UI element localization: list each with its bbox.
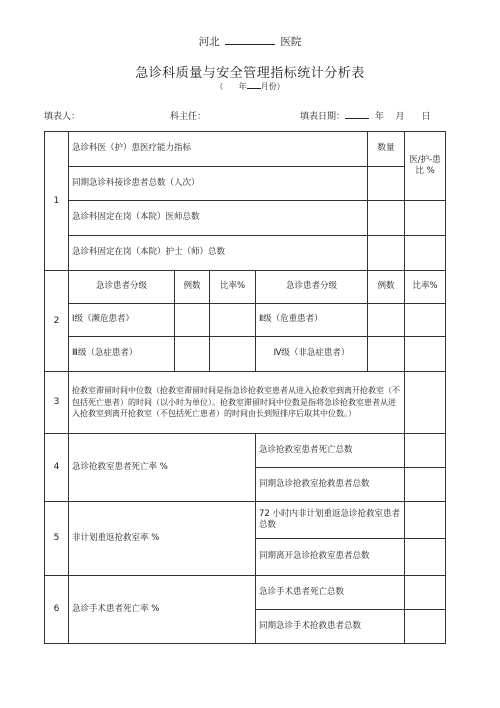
count-header-left: 例数 <box>175 271 210 304</box>
doctors-ratio[interactable] <box>405 201 446 236</box>
rescue-deaths-label: 急诊抢救室患者死亡总数 <box>256 434 405 468</box>
date-year: 年 <box>375 112 385 122</box>
row-number: 4 <box>45 434 69 502</box>
date-label: 填表日期： <box>300 112 346 122</box>
period-month: 月份） <box>260 82 285 91</box>
period-open: （ <box>215 82 224 91</box>
surgery-total-value[interactable] <box>405 610 446 644</box>
leave-total-label: 同期离开急诊抢救室患者总数 <box>256 539 405 576</box>
surgery-total-label: 同期急诊手术抢救患者总数 <box>256 610 405 644</box>
grade3-ratio[interactable] <box>210 337 256 372</box>
median-stay-value[interactable] <box>405 372 446 434</box>
leave-total-value[interactable] <box>405 539 446 576</box>
row-number: 2 <box>45 271 69 372</box>
director-label: 科主任： <box>170 112 207 122</box>
table-row <box>45 132 446 167</box>
statistics-table <box>44 131 446 644</box>
row-number: 6 <box>45 576 69 644</box>
rescue-total-value[interactable] <box>405 468 446 502</box>
table-row <box>45 337 446 372</box>
doctors-value[interactable] <box>368 201 405 236</box>
grade2-label: Ⅱ级（危重患者） <box>256 304 368 337</box>
period-line <box>0 80 500 92</box>
row-number: 3 <box>45 372 69 434</box>
return-rate-label: 非计划重返抢救室率 % <box>69 502 256 576</box>
rescue-deaths-value[interactable] <box>405 434 446 468</box>
period-month-blank[interactable] <box>247 80 261 89</box>
nurses-ratio[interactable] <box>405 236 446 271</box>
grade4-count[interactable] <box>368 337 405 372</box>
ratio-header-right: 比率% <box>405 271 446 304</box>
table-row <box>45 304 446 337</box>
grade3-label: Ⅲ级（急症患者） <box>69 337 175 372</box>
ratio-header: 医/护-患比 % <box>405 132 446 201</box>
rescue-mortality-label: 急诊抢救室患者死亡率 % <box>69 434 256 502</box>
table-row <box>45 201 446 236</box>
date-day: 日 <box>421 112 431 122</box>
grade2-ratio[interactable] <box>405 304 446 337</box>
period-year: 年 <box>238 82 247 91</box>
table-row <box>45 271 446 304</box>
ratio-header-left: 比率% <box>210 271 256 304</box>
grade3-count[interactable] <box>175 337 210 372</box>
hospital-name-line <box>0 34 500 49</box>
table-row <box>45 434 446 468</box>
median-stay-description: 抢救室滞留时间中位数（抢救室滞留时间是指急诊抢救室患者从进入抢救室到离开抢救室（不包括死亡患者）的时间（以小时为单位）。抢救室滞留时间中位数是指将急诊抢救室患者从进入抢救室到离开抢救室（不包括死亡患者）的时间由长到短排序后取其中位数。） <box>69 372 405 434</box>
nurses-label: 急诊科固定在岗（本院）护士（师）总数 <box>69 236 368 271</box>
ability-label: 急诊科医（护）患医疗能力指标 <box>69 132 368 167</box>
table-row <box>45 372 446 434</box>
table-row <box>45 502 446 539</box>
table-row <box>45 167 446 201</box>
grade4-ratio[interactable] <box>405 337 446 372</box>
hospital-name-blank[interactable] <box>225 34 275 45</box>
date-line <box>300 109 431 122</box>
date-month: 月 <box>395 112 405 122</box>
count-header: 数量 <box>368 132 405 167</box>
row-number: 1 <box>45 132 69 271</box>
grade1-label: Ⅰ级（濒危患者） <box>69 304 175 337</box>
grade4-label: Ⅳ级（非急症患者） <box>256 337 368 372</box>
surgery-mortality-label: 急诊手术患者死亡率 % <box>69 576 256 644</box>
table-row <box>45 576 446 610</box>
surgery-deaths-label: 急诊手术患者死亡总数 <box>256 576 405 610</box>
grade2-count[interactable] <box>368 304 405 337</box>
return-72h-value[interactable] <box>405 502 446 539</box>
visits-label: 同期急诊科接诊患者总数（人次） <box>69 167 368 201</box>
nurses-value[interactable] <box>368 236 405 271</box>
date-year-blank[interactable] <box>345 110 369 119</box>
grade-header-right: 急诊患者分级 <box>256 271 368 304</box>
grade1-ratio[interactable] <box>210 304 256 337</box>
page-title: 急诊科质量与安全管理指标统计分析表 <box>135 66 365 81</box>
grade-header-left: 急诊患者分级 <box>69 271 175 304</box>
rescue-total-label: 同期急诊抢救室抢救患者总数 <box>256 468 405 502</box>
visits-value[interactable] <box>368 167 405 201</box>
hospital-suffix: 医院 <box>280 36 302 48</box>
filler-label: 填表人： <box>44 112 81 122</box>
grade1-count[interactable] <box>175 304 210 337</box>
return-72h-label: 72 小时内非计划重返急诊抢救室患者总数 <box>256 502 405 539</box>
surgery-deaths-value[interactable] <box>405 576 446 610</box>
count-header-right: 例数 <box>368 271 405 304</box>
table-row <box>45 236 446 271</box>
hospital-prefix: 河北 <box>198 36 220 48</box>
doctors-label: 急诊科固定在岗（本院）医师总数 <box>69 201 368 236</box>
row-number: 5 <box>45 502 69 576</box>
